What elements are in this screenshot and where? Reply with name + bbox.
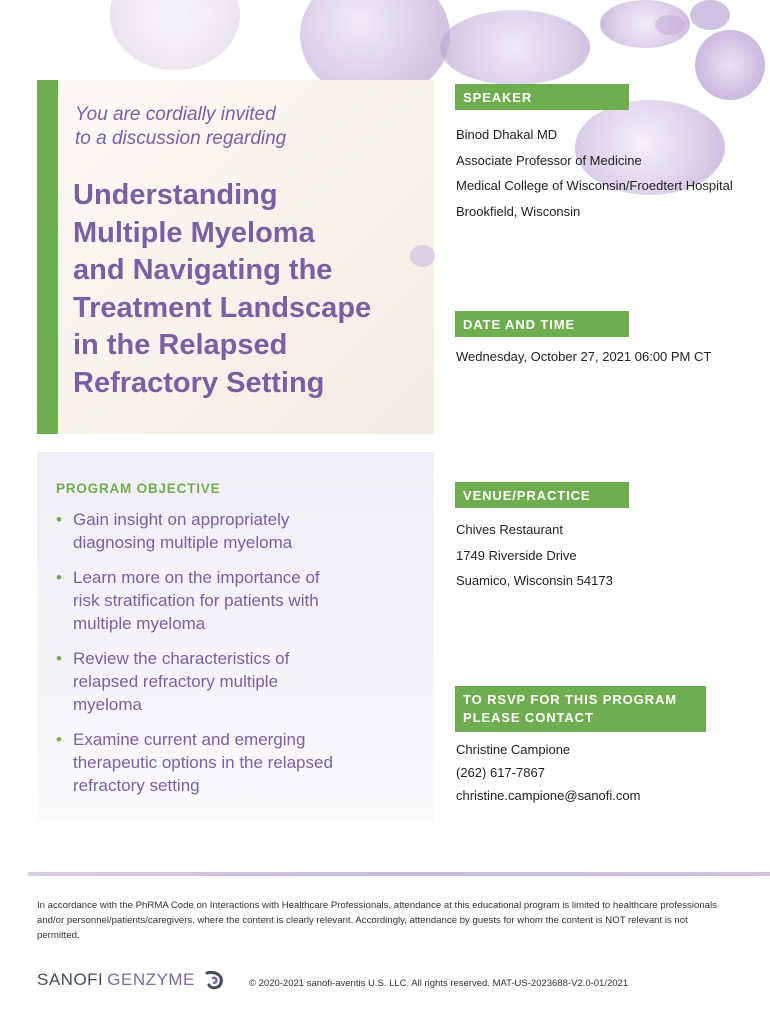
title-line: in the Relapsed <box>73 329 288 361</box>
objective-heading: PROGRAM OBJECTIVE <box>56 481 221 496</box>
copyright-text: © 2020-2021 sanofi-aventis U.S. LLC. All rights reserved. MAT-US-2023688-V2.0-01/2021 <box>249 978 629 989</box>
decorative-blob <box>440 10 590 85</box>
decorative-blob <box>695 30 765 100</box>
date-time-heading: DATE AND TIME <box>455 311 629 337</box>
title-line: and Navigating the <box>73 254 333 286</box>
program-title <box>73 177 423 402</box>
list-item-line: relapsed refractory multiple <box>73 672 279 691</box>
accent-bar <box>37 80 58 434</box>
sanofi-swirl-icon <box>203 969 225 991</box>
logo-word: GENZYME <box>107 970 195 989</box>
contact-phone[interactable]: (262) 617-7867 <box>456 765 545 780</box>
speaker-info <box>456 122 733 224</box>
rsvp-heading <box>455 686 706 732</box>
list-item-line: Learn more on the importance of <box>73 568 320 587</box>
venue-street: 1749 Riverside Drive <box>456 547 577 563</box>
list-item-line: Review the characteristics of <box>73 649 290 668</box>
list-item-line: refractory setting <box>73 776 200 795</box>
list-item-line: multiple myeloma <box>73 614 206 633</box>
rsvp-info <box>456 738 640 807</box>
decorative-blob <box>110 0 240 70</box>
title-line: Understanding <box>73 179 278 211</box>
speaker-location: Brookfield, Wisconsin <box>456 203 581 219</box>
date-time-info <box>456 344 711 370</box>
list-item-line: therapeutic options in the relapsed <box>73 753 333 772</box>
venue-city: Suamico, Wisconsin 54173 <box>456 573 613 588</box>
contact-name: Christine Campione <box>456 742 571 757</box>
bullet-icon: • <box>56 510 62 529</box>
bullet-icon: • <box>56 649 62 668</box>
date-time-value: Wednesday, October 27, 2021 06:00 PM CT <box>456 349 712 364</box>
title-line: Multiple Myeloma <box>73 216 315 249</box>
decorative-blob <box>655 15 685 35</box>
list-item-line: risk stratification for patients with <box>73 591 319 610</box>
intro-line: to a discussion regarding <box>75 128 287 149</box>
footer-divider <box>28 872 770 876</box>
disclaimer-text: In accordance with the PhRMA Code on Interactions with Healthcare Professionals, attendance at this educational program is limited to healthcare professionals and/or personnel/patients/caregivers, where the content is clearly relevant. Accordingly, attendance by guests for whom the content is NOT relevant is not permitted. <box>37 900 717 941</box>
sanofi-genzyme-logo <box>37 969 225 991</box>
list-item-line: Examine current and emerging <box>73 730 306 749</box>
venue-name: Chives Restaurant <box>456 522 563 537</box>
list-item <box>52 728 422 797</box>
list-item <box>52 647 422 716</box>
list-item-line: myeloma <box>73 695 142 714</box>
speaker-title: Associate Professor of Medicine <box>456 152 642 168</box>
logo-word: SANOFI <box>37 970 104 989</box>
rsvp-heading-line: PLEASE CONTACT <box>463 710 594 725</box>
venue-info <box>456 517 613 594</box>
invitation-intro <box>75 103 415 151</box>
list-item-line: Gain insight on appropriately <box>73 510 290 529</box>
objective-list <box>52 508 422 809</box>
decorative-blob <box>690 0 730 30</box>
speaker-heading: SPEAKER <box>455 84 629 110</box>
venue-heading: VENUE/PRACTICE <box>455 482 629 508</box>
title-line: Refractory Setting <box>73 366 325 399</box>
speaker-org: Medical College of Wisconsin/Froedtert Hospital <box>456 178 733 193</box>
bullet-icon: • <box>56 568 62 587</box>
list-item <box>52 508 422 554</box>
contact-email[interactable]: christine.campione@sanofi.com <box>456 788 641 803</box>
bullet-icon: • <box>56 730 62 749</box>
list-item-line: diagnosing multiple myeloma <box>73 533 293 552</box>
rsvp-heading-line: TO RSVP FOR THIS PROGRAM <box>463 692 677 707</box>
title-line: Treatment Landscape <box>73 291 372 324</box>
intro-line: You are cordially invited <box>75 104 276 125</box>
speaker-name: Binod Dhakal MD <box>456 127 558 142</box>
list-item <box>52 566 422 635</box>
